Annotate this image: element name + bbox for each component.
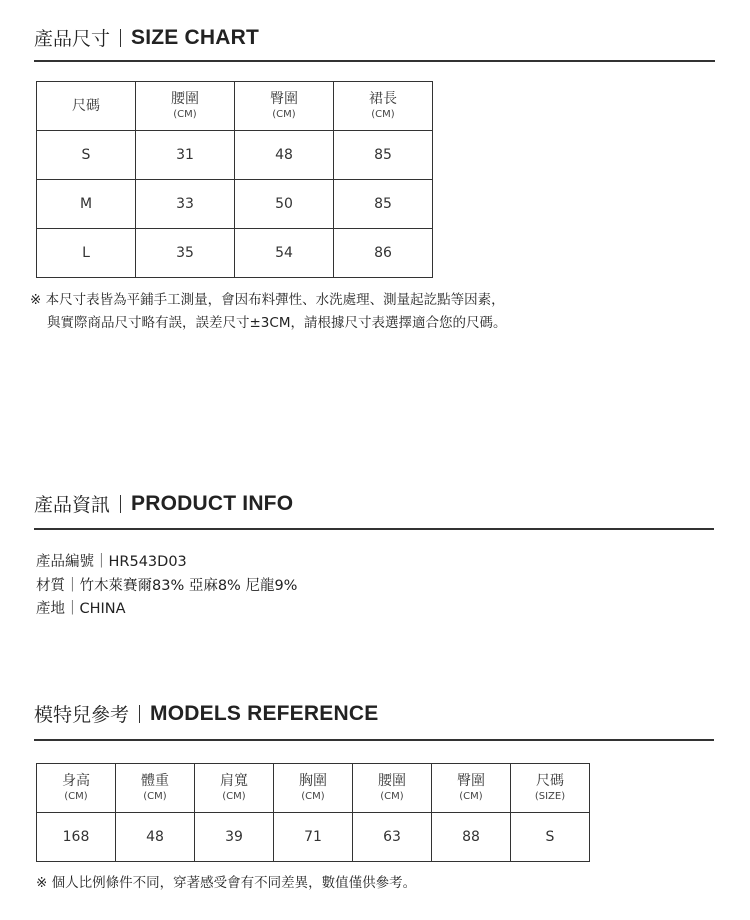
product-info-title-en: PRODUCT INFO [131,491,294,515]
model-header-bust: 胸圍 (CM) [274,764,353,813]
table-row [37,813,590,862]
model-size-cell: S [511,813,590,862]
size-chart-header-hip: 臀圍 (CM) [235,82,334,131]
model-header-size: 尺碼 (SIZE) [511,764,590,813]
models-reference-title-zh: 模特兒參考 [34,704,130,726]
table-row [37,131,433,180]
models-reference-title-en: MODELS REFERENCE [150,701,379,725]
model-hip-cell: 88 [432,813,511,862]
size-chart-header-length: 裙長 (CM) [334,82,433,131]
model-header-weight: 體重 (CM) [116,764,195,813]
size-chart-table [36,81,433,278]
product-code-line: 產品編號｜HR543D03 [36,554,187,570]
size-cell: M [37,180,136,229]
size-chart-header-size: 尺碼 [37,82,136,131]
size-chart-header-waist: 腰圍 (CM) [136,82,235,131]
length-cell: 85 [334,131,433,180]
models-reference-header-row [37,764,590,813]
size-chart-title-en: SIZE CHART [131,25,260,49]
model-height-cell: 168 [37,813,116,862]
hip-cell: 50 [235,180,334,229]
size-chart-note-line1: ※ 本尺寸表皆為平鋪手工測量，會因布料彈性、水洗處理、測量起訖點等因素， [30,292,505,308]
size-chart-header-row [37,82,433,131]
table-row [37,229,433,278]
model-header-shoulder: 肩寬 (CM) [195,764,274,813]
origin-line: 產地｜CHINA [36,601,126,617]
table-row [37,180,433,229]
waist-cell: 31 [136,131,235,180]
models-reference-heading [34,700,378,727]
product-info-rule [34,528,714,530]
size-cell: L [37,229,136,278]
models-reference-table [36,763,590,862]
model-header-waist: 腰圍 (CM) [353,764,432,813]
title-divider [120,29,121,47]
model-weight-cell: 48 [116,813,195,862]
model-header-height: 身高 (CM) [37,764,116,813]
size-chart-title-zh: 產品尺寸 [34,28,111,50]
product-info-heading [34,490,293,517]
length-cell: 86 [334,229,433,278]
model-shoulder-cell: 39 [195,813,274,862]
title-divider [120,495,121,513]
material-line: 材質｜竹木萊賽爾83% 亞麻8% 尼龍9% [36,578,298,594]
models-reference-note: ※ 個人比例條件不同，穿著感受會有不同差異，數值僅供參考。 [36,875,417,891]
waist-cell: 33 [136,180,235,229]
models-reference-rule [34,739,714,741]
length-cell: 85 [334,180,433,229]
size-chart-rule [34,60,715,62]
model-waist-cell: 63 [353,813,432,862]
hip-cell: 48 [235,131,334,180]
title-divider [139,705,140,723]
size-chart-note-line2: 與實際商品尺寸略有誤，誤差尺寸±3CM，請根據尺寸表選擇適合您的尺碼。 [47,315,507,331]
product-info-title-zh: 產品資訊 [34,494,111,516]
model-header-hip: 臀圍 (CM) [432,764,511,813]
model-bust-cell: 71 [274,813,353,862]
hip-cell: 54 [235,229,334,278]
waist-cell: 35 [136,229,235,278]
size-cell: S [37,131,136,180]
size-chart-heading [34,24,259,51]
